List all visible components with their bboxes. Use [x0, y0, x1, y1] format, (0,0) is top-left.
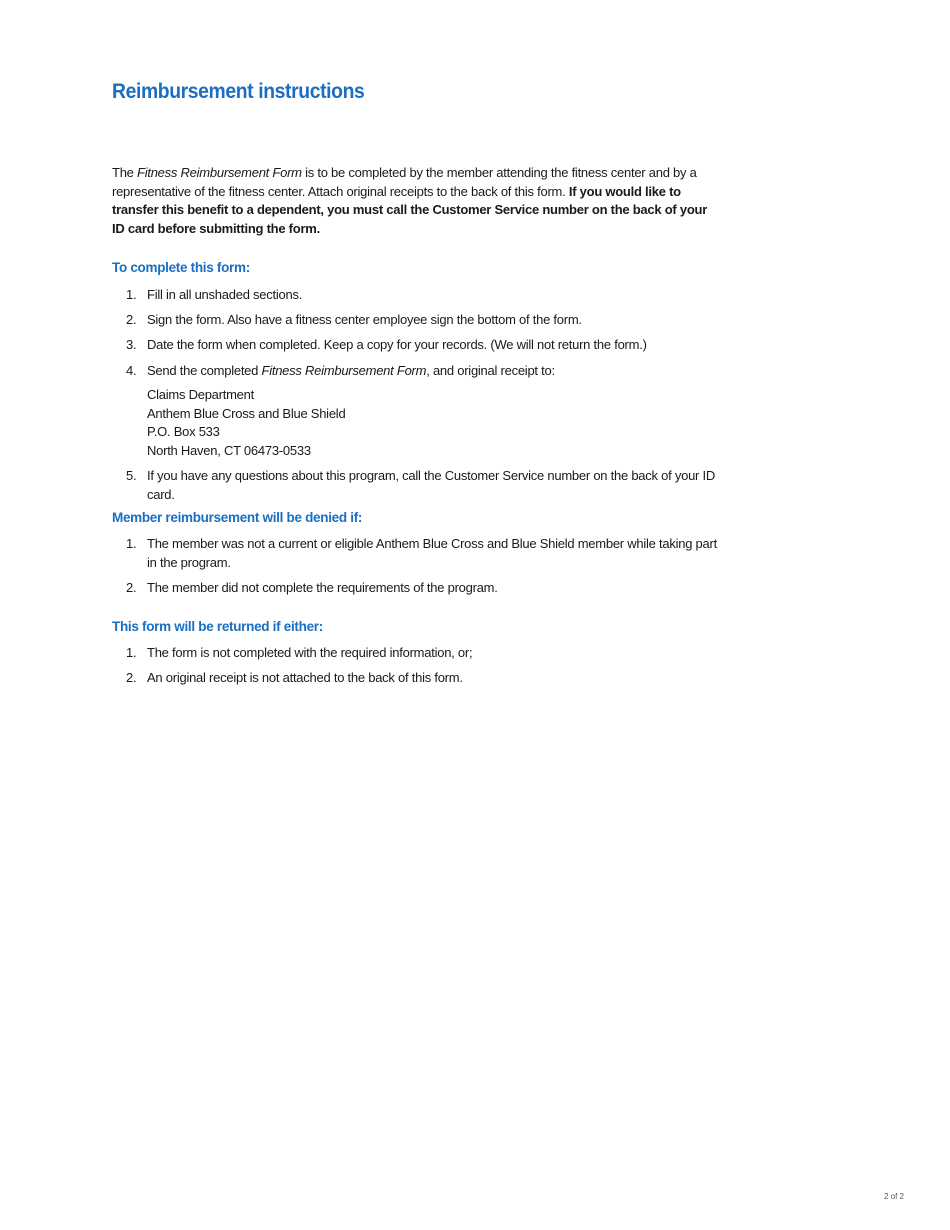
address-line: Anthem Blue Cross and Blue Shield [147, 405, 346, 421]
list-item-number: 3. [126, 337, 137, 353]
page-number: 2 of 2 [883, 1192, 904, 1201]
returned-heading: This form will be returned if either: [112, 619, 323, 634]
address-line: Claims Department [147, 387, 255, 403]
list-item-text: Fill in all unshaded sections. [147, 287, 303, 302]
intro-text-1: The [112, 165, 138, 180]
list-item-number: 2. [126, 579, 137, 595]
list-item-number: 5. [126, 468, 137, 484]
returned-list [112, 644, 722, 694]
list-item-text: Date the form when completed. Keep a copy for your records. (We will not return the form.) [147, 337, 647, 353]
list-item-number: 2. [126, 312, 137, 328]
list-item [112, 336, 722, 355]
intro-form-name: Fitness Reimbursement Form [137, 165, 302, 180]
list-item-number: 1. [126, 287, 137, 302]
list-item-number: 2. [126, 670, 137, 686]
list-item-text: Send the completed [147, 362, 262, 378]
list-item-text: , and original receipt to: [426, 362, 555, 378]
list-item [112, 644, 722, 663]
list-item [112, 311, 722, 330]
list-item-text: If you have any questions about this program, call the Customer Service number on the back of your ID card. [147, 468, 716, 502]
denied-list [112, 535, 722, 604]
list-item [112, 579, 722, 598]
address-line: P.O. Box 533 [147, 424, 220, 440]
list-item-text: Sign the form. Also have a fitness center employee sign the bottom of the form. [147, 312, 582, 328]
mailing-address [147, 386, 722, 460]
list-item-number: 4. [126, 362, 137, 378]
list-item-number: 1. [126, 536, 137, 551]
list-item [112, 467, 722, 504]
complete-heading: To complete this form: [112, 260, 250, 275]
complete-steps-list [112, 286, 722, 511]
list-item-text: The member was not a current or eligible Anthem Blue Cross and Blue Shield member while taking part in the program. [147, 536, 717, 570]
list-item-text: The form is not completed with the required information, or; [147, 645, 473, 660]
list-item-text: An original receipt is not attached to the back of this form. [147, 670, 463, 686]
intro-text-2: is to be completed by the member attending the fitness center and by a representative of the fitness center. Attach original receipts to the back of this form. [112, 165, 697, 199]
list-item-form-name: Fitness Reimbursement Form [261, 362, 427, 378]
list-item-number: 1. [126, 645, 137, 660]
list-item-text: The member did not complete the requirements of the program. [147, 579, 498, 595]
intro-paragraph [112, 164, 722, 238]
list-item [112, 669, 722, 688]
address-line: North Haven, CT 06473-0533 [147, 442, 311, 458]
list-item [112, 362, 722, 461]
denied-heading: Member reimbursement will be denied if: [112, 510, 363, 525]
list-item [112, 286, 722, 305]
intro-bold-notice: If you would like to transfer this benefit to a dependent, you must call the Customer Service number on the back of your ID card before submitting the form. [112, 183, 708, 236]
list-item [112, 535, 722, 572]
page-title: Reimbursement instructions [112, 80, 365, 103]
